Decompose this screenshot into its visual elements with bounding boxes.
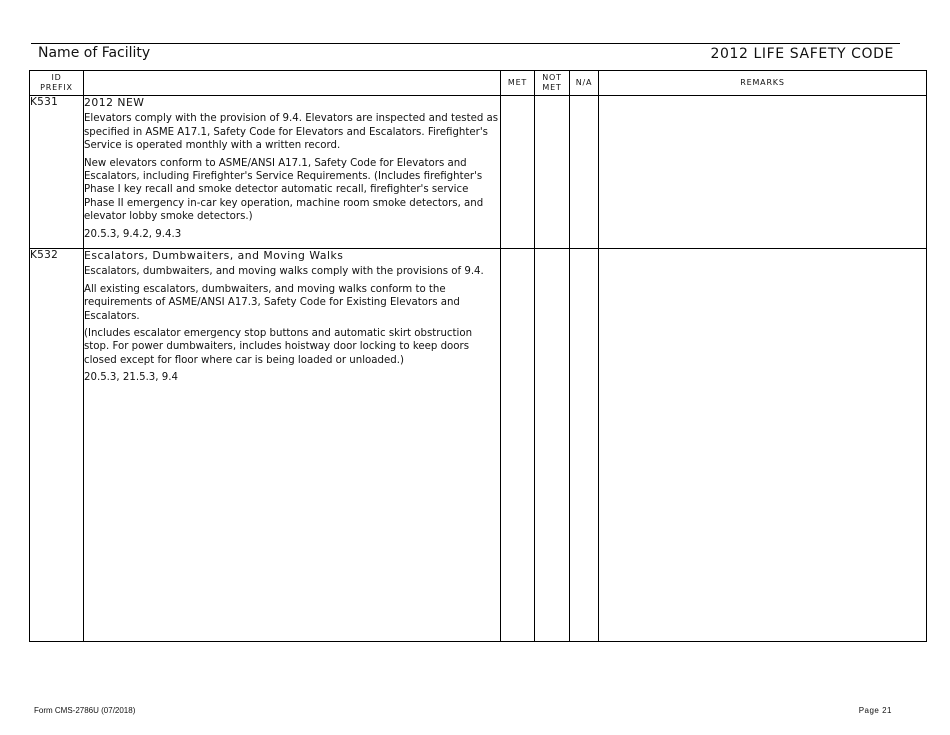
requirement-paragraph: Escalators, dumbwaiters, and moving walks comply with the provisions of 9.4. bbox=[84, 266, 484, 278]
not-met-checkbox-cell[interactable] bbox=[535, 249, 570, 642]
table-header-row bbox=[30, 71, 927, 96]
code-title: 2012 LIFE SAFETY CODE bbox=[710, 46, 894, 62]
requirement-header bbox=[84, 71, 501, 96]
remarks-header: REMARKS bbox=[599, 71, 927, 96]
id-prefix-header: ID PREFIX bbox=[30, 71, 84, 96]
na-checkbox-cell[interactable] bbox=[570, 249, 599, 642]
header-rule bbox=[31, 43, 900, 44]
na-checkbox-cell[interactable] bbox=[570, 96, 599, 249]
row-id: K531 bbox=[30, 96, 84, 249]
form-id: Form CMS-2786U (07/2018) bbox=[34, 706, 136, 715]
met-checkbox-cell[interactable] bbox=[501, 249, 535, 642]
requirement-references: 20.5.3, 21.5.3, 9.4 bbox=[84, 372, 178, 384]
requirement-paragraph: (Includes escalator emergency stop buttons and automatic skirt obstruction stop. For power dumbwaiters, includes hoistway door locking to keep doors closed except for floor where car is being loaded or unloaded.) bbox=[84, 328, 473, 366]
requirement-paragraph: Elevators comply with the provision of 9.4. Elevators are inspected and tested as specified in ASME A17.1, Safety Code for Elevators and Escalators. Firefighter's Service is operated monthly with a written record. bbox=[84, 113, 499, 152]
requirement-references: 20.5.3, 9.4.2, 9.4.3 bbox=[84, 228, 182, 240]
requirement-title: 2012 NEW bbox=[84, 96, 145, 109]
remarks-cell[interactable] bbox=[599, 96, 927, 249]
requirement-paragraph: New elevators conform to ASME/ANSI A17.1, Safety Code for Elevators and Escalators, including Firefighter's Service Requirements. (Includes firefighter's Phase I key recall and smoke detector automatic recall, firefighter's service Phase II emergency in-car key operation, machine room smoke detectors, and elevator lobby smoke detectors.) bbox=[84, 157, 484, 223]
remarks-cell[interactable] bbox=[599, 249, 927, 642]
not-met-checkbox-cell[interactable] bbox=[535, 96, 570, 249]
met-checkbox-cell[interactable] bbox=[501, 96, 535, 249]
na-header: N/A bbox=[570, 71, 599, 96]
not-met-header: NOT MET bbox=[535, 71, 570, 96]
row-id: K532 bbox=[30, 249, 84, 642]
page-number: Page 21 bbox=[858, 706, 892, 715]
requirement-text bbox=[84, 249, 501, 642]
table-row bbox=[30, 249, 927, 642]
met-header: MET bbox=[501, 71, 535, 96]
requirement-text bbox=[84, 96, 501, 249]
table-row bbox=[30, 96, 927, 249]
requirement-title: Escalators, Dumbwaiters, and Moving Walks bbox=[84, 249, 344, 262]
requirement-paragraph: All existing escalators, dumbwaiters, and moving walks conform to the requirements of ASME/ANSI A17.3, Safety Code for Existing Elevators and Escalators. bbox=[84, 283, 460, 322]
facility-name-label: Name of Facility bbox=[38, 45, 151, 61]
inspection-table bbox=[29, 70, 927, 642]
